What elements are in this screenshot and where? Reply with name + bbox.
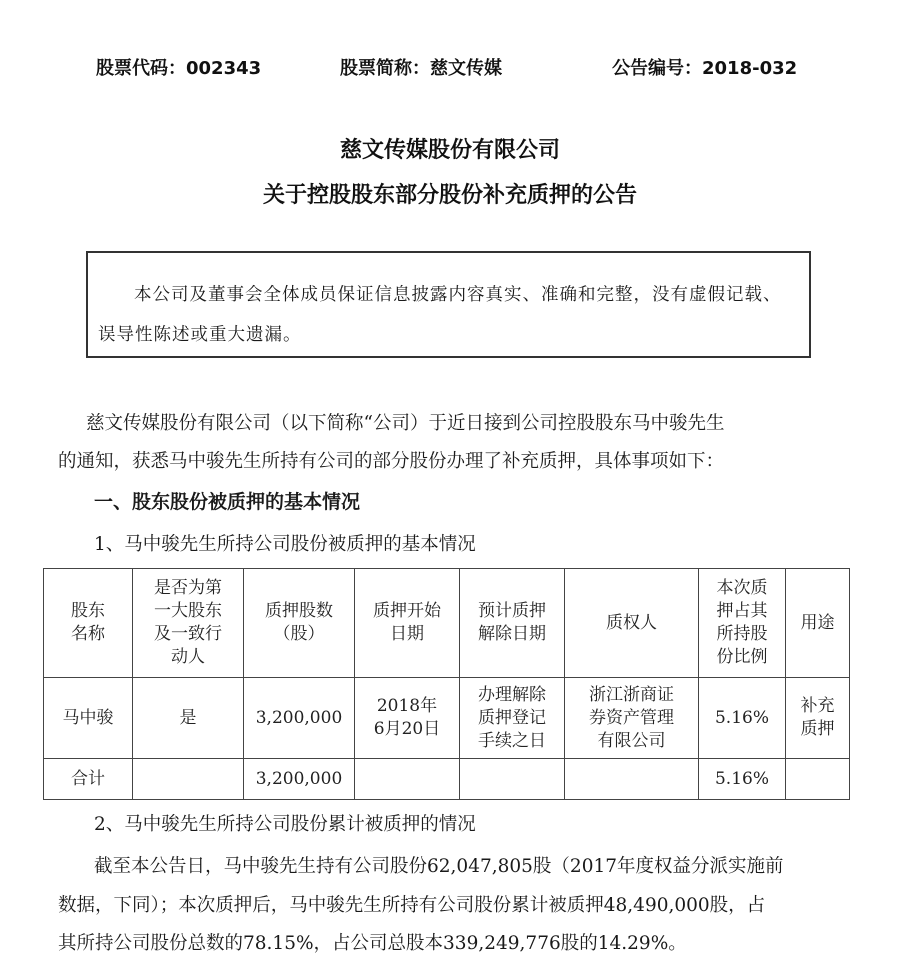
header-cell-text: 名称: [71, 624, 105, 644]
detail-line-1: 截至本公告日，马中骏先生持有公司股份62,047,805股（2017年度权益分派实施前: [94, 856, 784, 877]
body-cell-text: 2018年: [376, 696, 438, 716]
header-cell-text: 押占其: [716, 601, 768, 621]
announcement-header: [0, 50, 900, 80]
table-row: [44, 678, 850, 759]
disclaimer-box: [86, 251, 811, 358]
total-cell: [565, 759, 699, 800]
header-cell-text: 所持股: [716, 624, 768, 644]
announcement-title: 关于控股股东部分股份补充质押的公告: [262, 183, 637, 208]
header-cell-text: 一大股东: [154, 601, 222, 621]
total-cell: [355, 759, 460, 800]
detail-line-3: 其所持公司股份总数的78.15%，占公司总股本339,249,776股的14.29%。: [58, 933, 687, 954]
header-cell: [786, 569, 850, 678]
body-cell: [133, 678, 244, 759]
header-cell-text: 质押开始: [373, 601, 441, 621]
header-cell-text: 是否为第: [154, 578, 222, 598]
stock-abbreviation: 股票简称：慈文传媒: [340, 58, 502, 79]
header-cell: [355, 569, 460, 678]
header-cell-text: 日期: [390, 624, 424, 644]
subsection-2-heading: 2、马中骏先生所持公司股份累计被质押的情况: [94, 814, 476, 835]
total-cell: [244, 759, 355, 800]
header-cell-text: 动人: [171, 647, 205, 667]
header-cell-text: 用途: [800, 612, 835, 633]
body-cell-text: 质押: [800, 719, 835, 739]
section-heading: 一、股东股份被质押的基本情况: [94, 491, 361, 513]
header-cell: [133, 569, 244, 678]
header-cell-text: 及一致行: [154, 624, 222, 644]
total-cell-text: 3,200,000: [255, 768, 343, 789]
header-cell-text: （股）: [273, 624, 325, 644]
announcement-number: 公告编号：2018-032: [612, 58, 798, 79]
header-cell-text: 质押股数: [265, 601, 333, 621]
total-cell: [786, 759, 850, 800]
body-cell-text: 券资产管理: [589, 707, 674, 728]
header-cell: [460, 569, 565, 678]
subsection-1-heading: 1、马中骏先生所持公司股份被质押的基本情况: [94, 534, 476, 555]
detail-line-2: 数据，下同）；本次质押后，马中骏先生所持有公司股份累计被质押48,490,000股，占: [58, 895, 766, 916]
body-cell-text: 手续之日: [478, 730, 546, 751]
company-title: 慈文传媒股份有限公司: [339, 138, 560, 163]
body-cell: [786, 678, 850, 759]
total-cell: [460, 759, 565, 800]
total-cell: [44, 759, 133, 800]
header-cell: [244, 569, 355, 678]
header-cell-text: 份比例: [716, 647, 768, 667]
header-cell: [699, 569, 786, 678]
header-cell-text: 预计质押: [478, 601, 546, 621]
header-cell: [565, 569, 699, 678]
total-cell: [133, 759, 244, 800]
body-cell: [565, 678, 699, 759]
total-cell-text: 5.16%: [714, 768, 769, 789]
table-total-row: [44, 759, 850, 800]
body-cell: [44, 678, 133, 759]
intro-line-2: 的通知，获悉马中骏先生所持有公司的部分股份办理了补充质押，具体事项如下：: [58, 451, 725, 472]
total-cell-text: 合计: [71, 768, 105, 789]
body-cell-text: 有限公司: [597, 730, 666, 751]
header-cell-text: 股东: [71, 601, 105, 621]
body-cell: [355, 678, 460, 759]
header-cell-text: 解除日期: [478, 624, 546, 644]
body-cell: [244, 678, 355, 759]
body-cell: [460, 678, 565, 759]
total-cell: [699, 759, 786, 800]
body-cell-text: 质押登记: [478, 707, 546, 728]
header-cell: [44, 569, 133, 678]
body-cell: [699, 678, 786, 759]
intro-line-1: 慈文传媒股份有限公司（以下简称“公司）于近日接到公司控股股东马中骏先生: [86, 413, 725, 434]
stock-code: 股票代码：002343: [96, 58, 262, 79]
body-cell-text: 是: [179, 707, 197, 728]
table-header-row: [44, 569, 850, 678]
header-cell-text: 本次质: [716, 578, 768, 598]
disclaimer-text: 本公司及董事会全体成员保证信息披露内容真实、准确和完整，没有虚假记载、误导性陈述或重大遗漏。: [98, 285, 782, 345]
body-cell-text: 办理解除: [478, 684, 546, 705]
body-cell-text: 补充: [800, 696, 835, 716]
body-cell-text: 6月20日: [373, 719, 441, 739]
pledge-table: [43, 568, 850, 800]
body-cell-text: 马中骏: [62, 707, 114, 728]
body-cell-text: 5.16%: [714, 707, 769, 728]
header-cell-text: 质权人: [606, 612, 657, 633]
body-cell-text: 3,200,000: [255, 707, 343, 728]
body-cell-text: 浙江浙商证: [589, 684, 674, 705]
